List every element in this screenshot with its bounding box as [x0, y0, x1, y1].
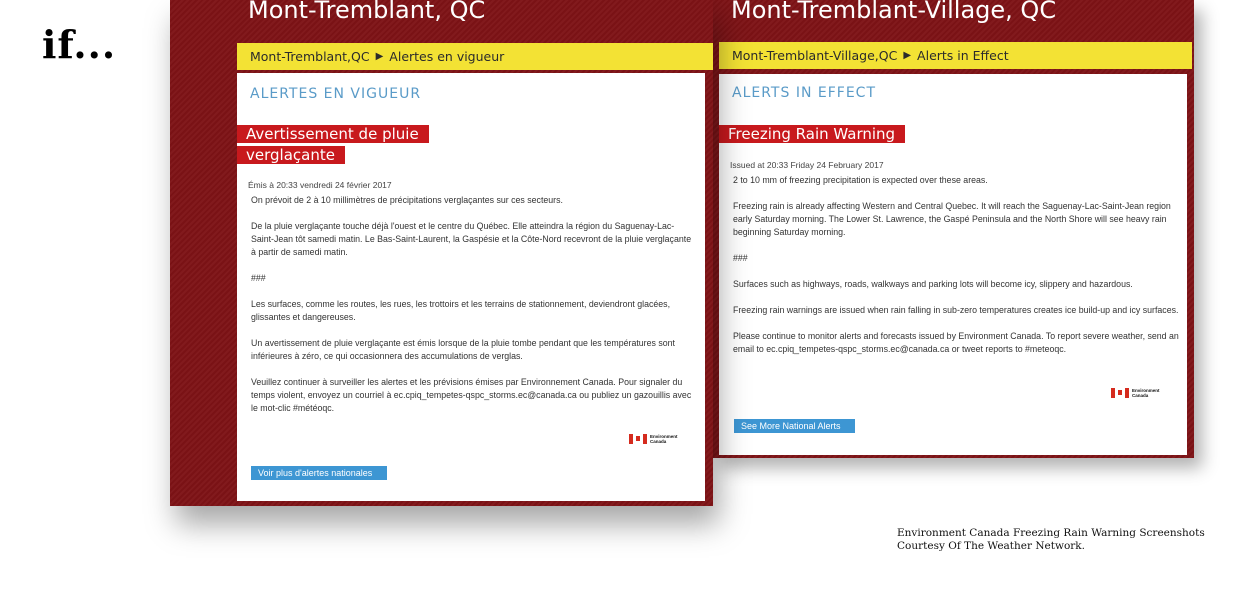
caption-line1: Environment Canada Freezing Rain Warning Screenshots — [897, 527, 1205, 539]
alert-paragraph: De la pluie verglaçante touche déjà l'ouest et le centre du Québec. Elle atteindra la région du Saguenay-Lac-Saint-Jean tôt samedi matin. Le Bas-Saint-Laurent, la Gaspésie et la Côte-Nord recevront de la pluie verglaçante à partir de samedi matin. — [251, 221, 692, 257]
english-alert-panel — [713, 0, 1194, 458]
alert-paragraph: ### — [251, 273, 266, 283]
breadcrumb — [719, 42, 1192, 69]
environment-canada-logo — [1111, 388, 1160, 398]
issued-timestamp: Issued at 20:33 Friday 24 February 2017 — [730, 160, 884, 170]
breadcrumb-arrow-icon: ▶ — [903, 50, 912, 61]
alert-paragraph: Freezing rain is already affecting Western and Central Quebec. It will reach the Saguenay-Lac-Saint-Jean region early Saturday morning. The Lower St. Lawrence, the Gaspé Peninsula and the North Shore will see heavy rain beginning Saturday morning. — [733, 201, 1171, 237]
alert-content — [237, 73, 705, 501]
alert-body — [251, 194, 697, 428]
breadcrumb-current-page: Alertes en vigueur — [389, 49, 505, 64]
logo-text-line2: Canada — [1132, 393, 1149, 398]
issued-timestamp: Émis à 20:33 vendredi 24 février 2017 — [248, 180, 392, 190]
alert-paragraph: Les surfaces, comme les routes, les rues, les trottoirs et les terrains de stationnement, deviendront glacées, glissantes et dangereuses. — [251, 299, 671, 322]
page-title: Mont-Tremblant-Village, QC — [731, 0, 1057, 24]
logo-text-line2: Canada — [650, 439, 667, 444]
logo-text-line1: Environment — [1132, 388, 1160, 393]
alert-paragraph: Surfaces such as highways, roads, walkways and parking lots will become icy, slippery and hazardous. — [733, 279, 1133, 289]
alert-paragraph: Please continue to monitor alerts and forecasts issued by Environment Canada. To report severe weather, send an email to ec.cpiq_tempetes-qspc_storms.ec@canada.ca or tweet reports to #meteoqc. — [733, 331, 1179, 354]
canada-flag-icon — [1111, 388, 1129, 398]
alert-paragraph: Veuillez continuer à surveiller les alertes et les prévisions émises par Environnement Canada. Pour signaler du temps violent, envoyez un courriel à ec.cpiq_tempetes-qspc_storms.ec@canada.ca ou publiez un gazouillis avec le mot-clic #météoqc. — [251, 377, 692, 413]
alert-paragraph: Freezing rain warnings are issued when rain falling in sub-zero temperatures creates ice build-up and icy surfaces. — [733, 305, 1179, 315]
image-caption — [897, 527, 1205, 553]
more-national-alerts-button[interactable]: See More National Alerts — [734, 419, 855, 433]
caption-line2: Courtesy Of The Weather Network. — [897, 540, 1085, 552]
alert-paragraph: ### — [733, 253, 748, 263]
warning-title — [719, 124, 919, 145]
warning-title-line2: verglaçante — [237, 146, 345, 164]
environment-canada-logo — [629, 434, 678, 444]
more-national-alerts-button[interactable]: Voir plus d'alertes nationales — [251, 466, 387, 480]
warning-title-text: Freezing Rain Warning — [719, 125, 905, 143]
warning-title — [237, 124, 437, 166]
warning-title-line1: Avertissement de pluie — [237, 125, 429, 143]
alert-content — [719, 74, 1187, 455]
section-heading: ALERTS IN EFFECT — [732, 85, 876, 101]
alert-body — [733, 174, 1181, 369]
breadcrumb — [237, 43, 713, 70]
breadcrumb-current-page: Alerts in Effect — [917, 48, 1009, 63]
logo-text-line1: Environment — [650, 434, 678, 439]
alert-paragraph: On prévoit de 2 à 10 millimètres de précipitations verglaçantes sur ces secteurs. — [251, 195, 563, 205]
alert-paragraph: 2 to 10 mm of freezing precipitation is expected over these areas. — [733, 175, 988, 185]
alert-paragraph: Un avertissement de pluie verglaçante est émis lorsque de la pluie tombe pendant que les températures sont inférieures à zéro, ce qui occasionnera des accumulations de verglas. — [251, 338, 675, 361]
intro-text: if... — [42, 22, 117, 67]
canada-flag-icon — [629, 434, 647, 444]
page-title: Mont-Tremblant, QC — [248, 0, 486, 24]
breadcrumb-location-link[interactable]: Mont-Tremblant,QC — [250, 49, 370, 64]
breadcrumb-location-link[interactable]: Mont-Tremblant-Village,QC — [732, 48, 898, 63]
breadcrumb-arrow-icon: ▶ — [375, 51, 384, 62]
section-heading: ALERTES EN VIGUEUR — [250, 86, 422, 102]
french-alert-panel — [170, 0, 713, 506]
